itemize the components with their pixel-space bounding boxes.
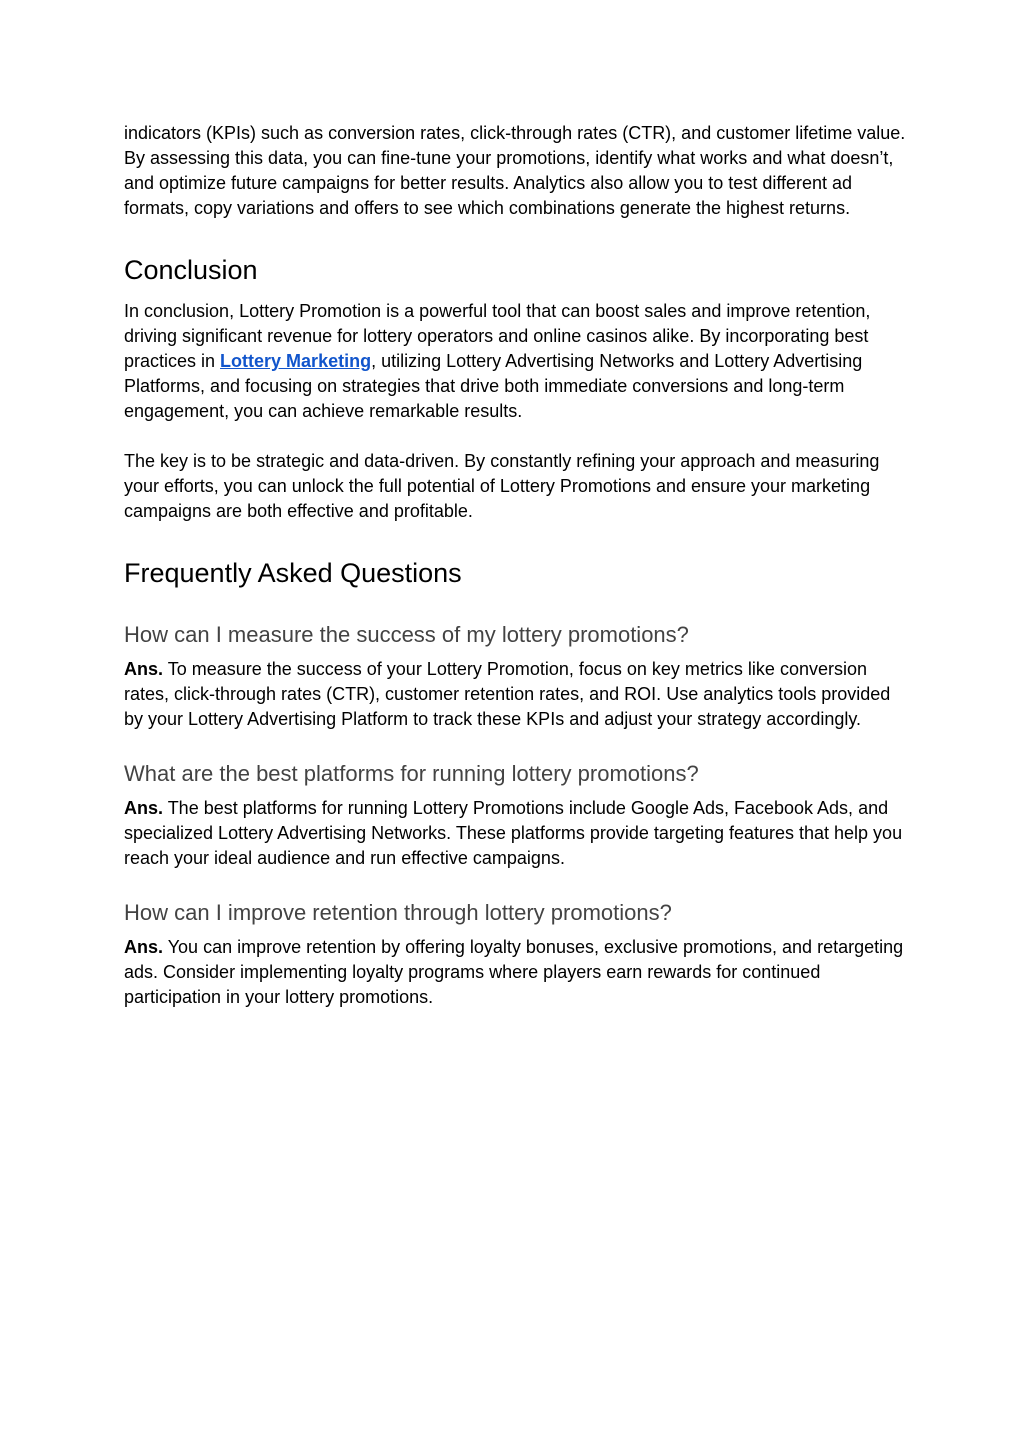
lottery-marketing-link[interactable]: Lottery Marketing (220, 351, 372, 371)
faq-answer-3 (124, 935, 914, 1010)
ans-label: Ans. (124, 798, 164, 818)
faq-answer-text: You can improve retention by offering loyalty bonuses, exclusive promotions, and retargeting ads. Consider implementing loyalty programs where players earn rewards for continued participation in your lottery promotions. (124, 937, 904, 1007)
conclusion-paragraph-1 (124, 299, 914, 424)
faq-question-2: What are the best platforms for running lottery promotions? (124, 761, 699, 786)
faq-answer-text: The best platforms for running Lottery Promotions include Google Ads, Facebook Ads, and specialized Lottery Advertising Networks. These platforms provide targeting features that help you reach your ideal audience and run effective campaigns. (124, 798, 903, 868)
intro-paragraph-1: indicators (KPIs) such as conversion rates, click-through rates (CTR), and customer lifetime value. (124, 123, 906, 143)
conclusion-text-before-link: In conclusion, Lottery Promotion is a powerful tool that can boost sales and improve retention, driving significant revenue for lottery operators and online casinos alike. By incorporating best practices in (124, 301, 871, 371)
ans-label: Ans. (124, 937, 164, 957)
intro-paragraph-2: By assessing this data, you can fine-tune your promotions, identify what works and what doesn’t, and optimize future campaigns for better results. Analytics also allow you to test different ad formats, copy variations and offers to see which combinations generate the highest returns. (124, 148, 894, 218)
faq-answer-text: To measure the success of your Lottery Promotion, focus on key metrics like conversion rates, click-through rates (CTR), customer retention rates, and ROI. Use analytics tools provided by your Lottery Advertising Platform to track these KPIs and adjust your strategy accordingly. (124, 659, 891, 729)
faq-question-3: How can I improve retention through lottery promotions? (124, 900, 672, 925)
conclusion-heading: Conclusion (124, 255, 258, 285)
faq-answer-1 (124, 657, 914, 732)
faq-heading: Frequently Asked Questions (124, 558, 462, 588)
conclusion-text-after-link: , utilizing Lottery Advertising Networks and Lottery Advertising Platforms, and focusing on strategies that drive both immediate conversions and long-term engagement, you can achieve remarkable results. (124, 351, 863, 421)
document-page (124, 121, 914, 1010)
ans-label: Ans. (124, 659, 164, 679)
faq-question-1: How can I measure the success of my lottery promotions? (124, 622, 689, 647)
faq-answer-2 (124, 796, 914, 871)
conclusion-paragraph-2: The key is to be strategic and data-driven. By constantly refining your approach and measuring your efforts, you can unlock the full potential of Lottery Promotions and ensure your marketing campaigns are both effective and profitable. (124, 451, 880, 521)
